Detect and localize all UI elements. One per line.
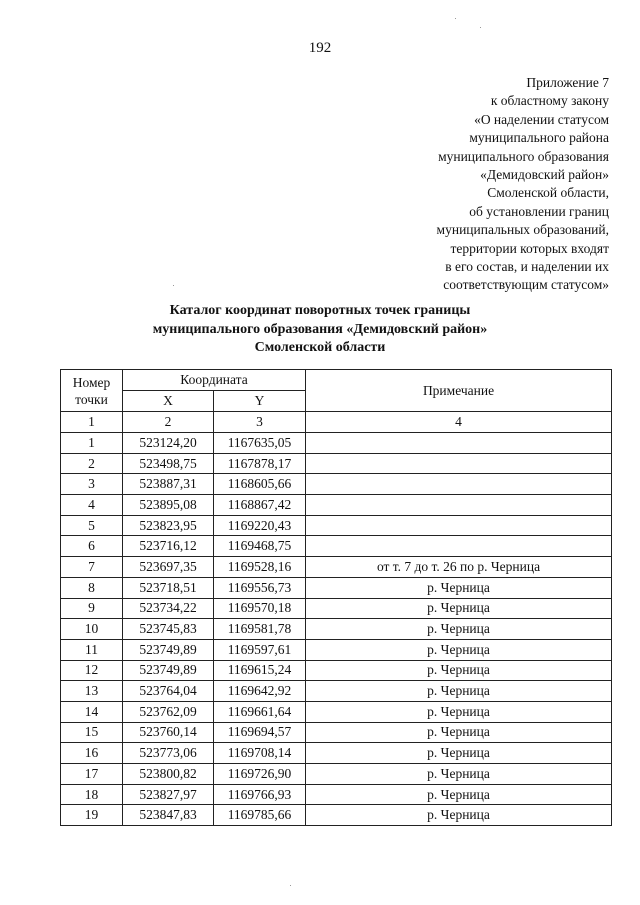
x-coordinate-cell: 523895,08 [123,495,214,516]
table-row [61,784,612,805]
x-coordinate-cell: 523734,22 [123,598,214,619]
note-cell: р. Черница [306,598,612,619]
document-title [0,302,640,358]
table-row [61,743,612,764]
table-row [61,515,612,536]
point-number-cell: 13 [61,681,123,702]
x-coordinate-cell: 523800,82 [123,764,214,785]
y-coordinate-cell: 1169661,64 [214,701,306,722]
note-cell: от т. 7 до т. 26 по р. Черница [306,557,612,578]
x-coordinate-cell: 523749,89 [123,639,214,660]
column-number-2: 2 [123,412,214,433]
y-coordinate-cell: 1169726,90 [214,764,306,785]
x-coordinate-cell: 523773,06 [123,743,214,764]
appendix-line: «О наделении статусом [474,111,609,127]
point-number-cell: 2 [61,453,123,474]
x-coordinate-cell: 523760,14 [123,722,214,743]
note-cell: р. Черница [306,619,612,640]
y-coordinate-cell: 1169708,14 [214,743,306,764]
table-row [61,536,612,557]
table-row [61,557,612,578]
point-number-cell: 4 [61,495,123,516]
point-number-cell: 12 [61,660,123,681]
y-coordinate-cell: 1169785,66 [214,805,306,826]
x-coordinate-cell: 523887,31 [123,474,214,495]
y-coordinate-cell: 1168605,66 [214,474,306,495]
x-coordinate-cell: 523498,75 [123,453,214,474]
note-cell: р. Черница [306,743,612,764]
point-number-cell: 1 [61,433,123,454]
note-cell: р. Черница [306,722,612,743]
note-cell: р. Черница [306,784,612,805]
table-row [61,722,612,743]
header-point-number-text: Номер точки [72,374,111,407]
point-number-cell: 3 [61,474,123,495]
y-coordinate-cell: 1169766,93 [214,784,306,805]
note-cell: р. Черница [306,639,612,660]
table-row [61,619,612,640]
appendix-line: муниципальных образований, [436,222,609,238]
page-number: 192 [308,40,332,56]
table-row [61,453,612,474]
note-cell: р. Черница [306,660,612,681]
appendix-line: в его состав, и наделении их [445,259,609,275]
note-cell [306,515,612,536]
x-coordinate-cell: 523749,89 [123,660,214,681]
point-number-cell: 11 [61,639,123,660]
table-row [61,495,612,516]
y-coordinate-cell: 1169220,43 [214,515,306,536]
title-line: муниципального образования «Демидовский район» [152,321,488,337]
y-coordinate-cell: 1169528,16 [214,557,306,578]
point-number-cell: 9 [61,598,123,619]
y-coordinate-cell: 1169570,18 [214,598,306,619]
note-cell [306,536,612,557]
appendix-line: «Демидовский район» [480,167,609,183]
point-number-cell: 14 [61,701,123,722]
table-row [61,474,612,495]
x-coordinate-cell: 523716,12 [123,536,214,557]
column-number-3: 3 [214,412,306,433]
y-coordinate-cell: 1169694,57 [214,722,306,743]
column-number-1: 1 [61,412,123,433]
x-coordinate-cell: 523827,97 [123,784,214,805]
x-coordinate-cell: 523718,51 [123,577,214,598]
note-cell [306,474,612,495]
header-coordinate: Координата [123,370,306,391]
header-y: Y [214,391,306,412]
title-line: Каталог координат поворотных точек границы [169,303,471,318]
note-cell [306,495,612,516]
y-coordinate-cell: 1169597,61 [214,639,306,660]
column-number-4: 4 [306,412,612,433]
note-cell: р. Черница [306,805,612,826]
table-row [61,433,612,454]
note-cell [306,433,612,454]
table-row [61,577,612,598]
x-coordinate-cell: 523764,04 [123,681,214,702]
x-coordinate-cell: 523847,83 [123,805,214,826]
appendix-line: муниципального района [469,130,609,146]
point-number-cell: 16 [61,743,123,764]
table-row [61,681,612,702]
y-coordinate-cell: 1169615,24 [214,660,306,681]
y-coordinate-cell: 1169581,78 [214,619,306,640]
appendix-line: Приложение 7 [526,75,609,90]
header-point-number [61,370,123,412]
x-coordinate-cell: 523745,83 [123,619,214,640]
appendix-line: об установлении границ [469,203,609,219]
point-number-cell: 19 [61,805,123,826]
point-number-cell: 15 [61,722,123,743]
appendix-line: муниципального образования [438,148,609,164]
appendix-line: Смоленской области, [487,185,609,201]
note-cell [306,453,612,474]
table-body [61,433,612,826]
header-note: Примечание [306,370,612,412]
appendix-line: к областному закону [490,93,609,109]
x-coordinate-cell: 523762,09 [123,701,214,722]
point-number-cell: 8 [61,577,123,598]
x-coordinate-cell: 523823,95 [123,515,214,536]
point-number-cell: 18 [61,784,123,805]
appendix-line: территории которых входят [450,240,609,256]
x-coordinate-cell: 523697,35 [123,557,214,578]
appendix-block [309,74,609,295]
table-row [61,598,612,619]
point-number-cell: 5 [61,515,123,536]
point-number-cell: 7 [61,557,123,578]
table-row [61,701,612,722]
y-coordinate-cell: 1168867,42 [214,495,306,516]
table-row [61,639,612,660]
point-number-cell: 17 [61,764,123,785]
appendix-line: соответствующим статусом» [443,277,609,293]
table-row [61,660,612,681]
note-cell: р. Черница [306,764,612,785]
coordinates-table [60,369,612,826]
table-row [61,764,612,785]
title-line: Смоленской области [254,340,386,355]
y-coordinate-cell: 1169468,75 [214,536,306,557]
note-cell: р. Черница [306,577,612,598]
note-cell: р. Черница [306,701,612,722]
table-row [61,805,612,826]
note-cell: р. Черница [306,681,612,702]
x-coordinate-cell: 523124,20 [123,433,214,454]
y-coordinate-cell: 1169556,73 [214,577,306,598]
y-coordinate-cell: 1167878,17 [214,453,306,474]
y-coordinate-cell: 1169642,92 [214,681,306,702]
point-number-cell: 6 [61,536,123,557]
point-number-cell: 10 [61,619,123,640]
y-coordinate-cell: 1167635,05 [214,433,306,454]
header-x: X [123,391,214,412]
